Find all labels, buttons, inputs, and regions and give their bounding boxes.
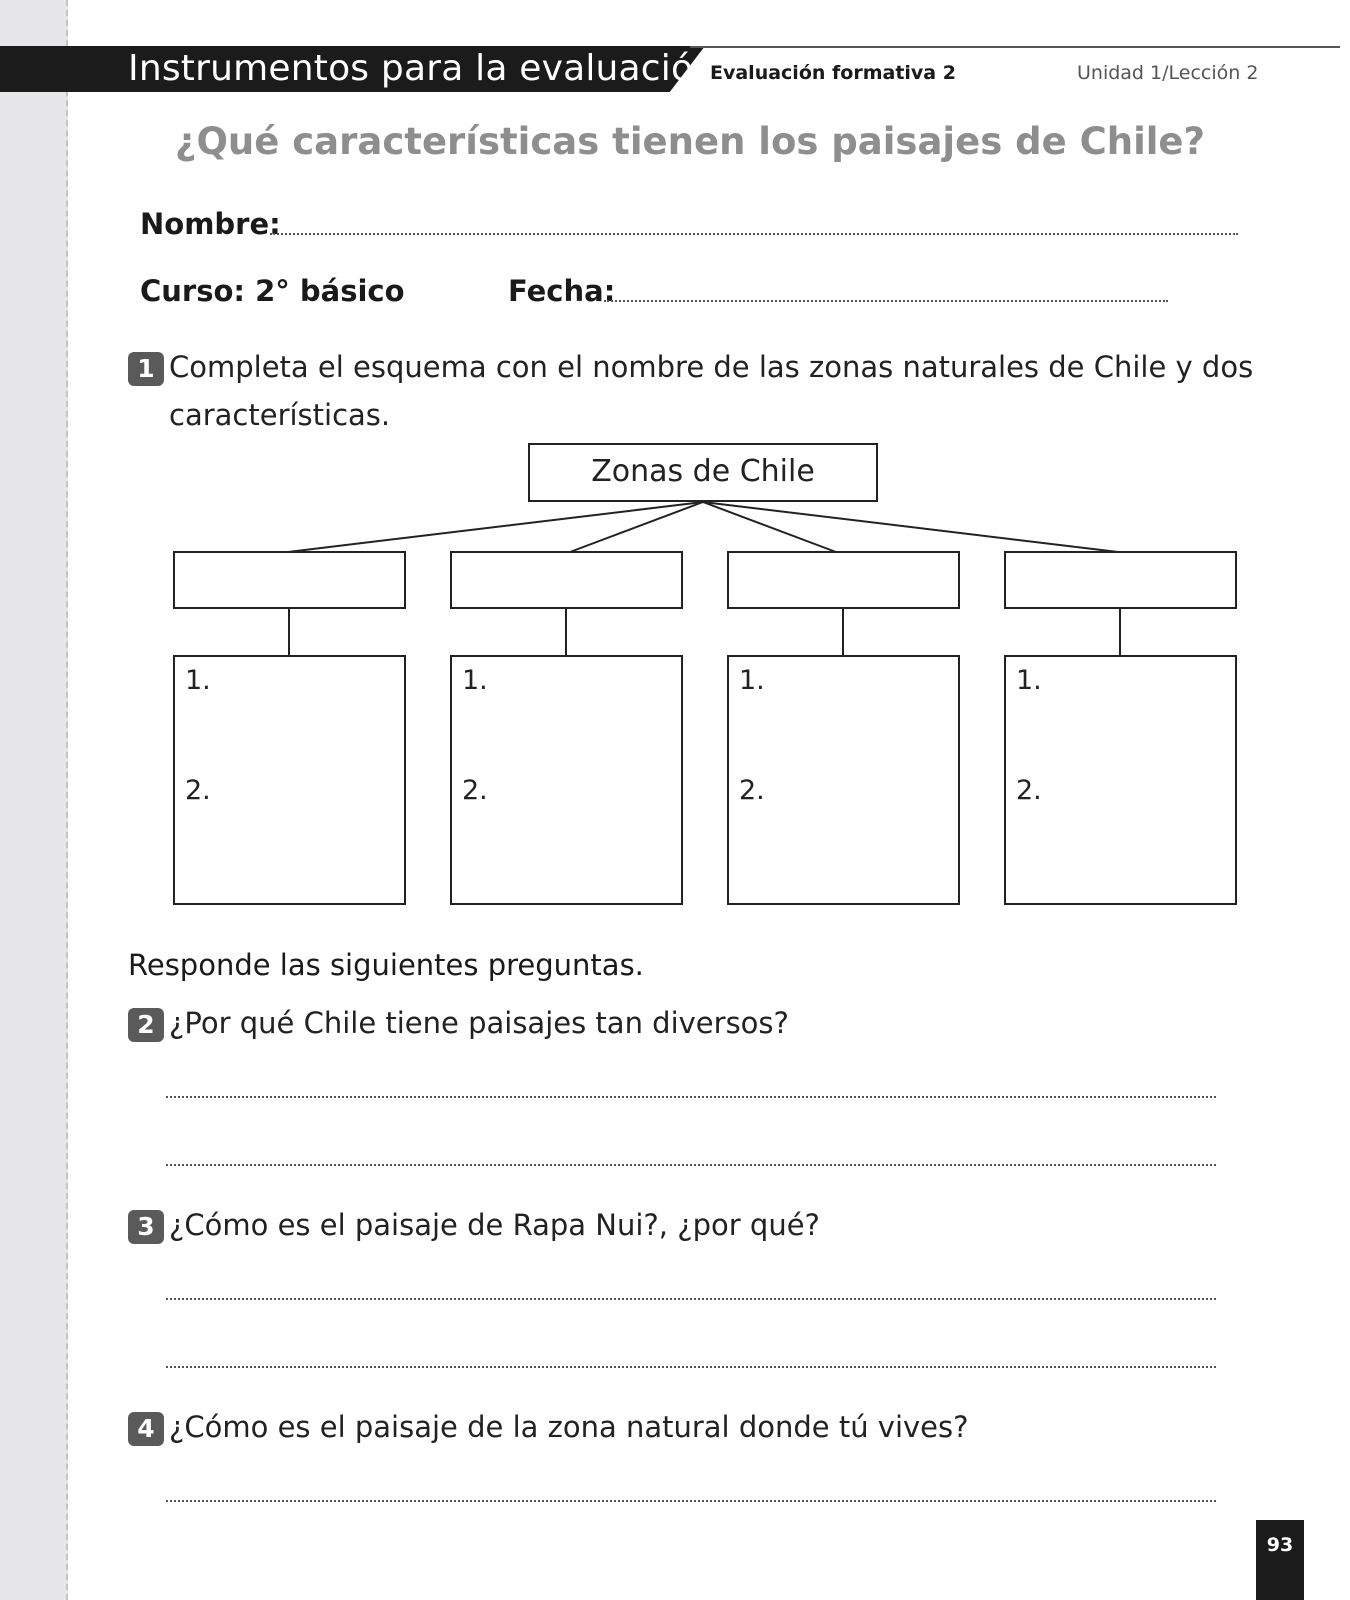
header-unit: Unidad 1/Lección 2: [1077, 62, 1259, 84]
header-subtitle: Evaluación formativa 2: [710, 62, 956, 84]
question-1-text-line1: Completa el esquema con el nombre de las zonas naturales de Chile y dos: [169, 350, 1254, 384]
characteristic-2-label: 2.: [462, 775, 488, 806]
question-3-text: ¿Cómo es el paisaje de Rapa Nui?, ¿por qué?: [169, 1208, 820, 1242]
diagram-root-box: Zonas de Chile: [528, 443, 878, 502]
characteristic-2-label: 2.: [739, 775, 765, 806]
date-label: Fecha:: [508, 274, 616, 308]
zone-characteristics-box-3[interactable]: [727, 655, 960, 905]
question-number-badge: 1: [128, 352, 164, 386]
course-label: Curso: 2° básico: [140, 274, 405, 308]
zone-characteristics-box-2[interactable]: [450, 655, 683, 905]
connector-line: [703, 502, 1118, 552]
zone-characteristics-box-4[interactable]: [1004, 655, 1237, 905]
question-1-text-line2: características.: [169, 398, 391, 432]
answer-line[interactable]: [166, 1500, 1216, 1502]
question-number-badge: 2: [128, 1008, 164, 1042]
page-number: 93: [1256, 1520, 1304, 1600]
section-heading: Responde las siguientes preguntas.: [128, 948, 644, 982]
answer-line[interactable]: [166, 1096, 1216, 1098]
characteristic-2-label: 2.: [185, 775, 211, 806]
connector-line: [288, 502, 703, 552]
characteristic-2-label: 2.: [1016, 775, 1042, 806]
answer-line[interactable]: [166, 1164, 1216, 1166]
zone-characteristics-box-1[interactable]: [173, 655, 406, 905]
answer-line[interactable]: [166, 1366, 1216, 1368]
page-title: ¿Qué características tienen los paisajes de Chile?: [174, 120, 1205, 163]
characteristic-1-label: 1.: [185, 665, 211, 696]
name-label: Nombre:: [140, 207, 281, 241]
question-2-text: ¿Por qué Chile tiene paisajes tan diversos?: [169, 1006, 789, 1040]
zone-name-box-1[interactable]: [173, 551, 406, 609]
question-number-badge: 4: [128, 1412, 164, 1446]
zone-name-box-2[interactable]: [450, 551, 683, 609]
question-4-text: ¿Cómo es el paisaje de la zona natural donde tú vives?: [169, 1410, 969, 1444]
answer-line[interactable]: [166, 1298, 1216, 1300]
question-number-badge: 3: [128, 1210, 164, 1244]
header-title: Instrumentos para la evaluación: [128, 48, 717, 89]
characteristic-1-label: 1.: [739, 665, 765, 696]
zone-name-box-3[interactable]: [727, 551, 960, 609]
zone-name-box-4[interactable]: [1004, 551, 1237, 609]
characteristic-1-label: 1.: [462, 665, 488, 696]
characteristic-1-label: 1.: [1016, 665, 1042, 696]
